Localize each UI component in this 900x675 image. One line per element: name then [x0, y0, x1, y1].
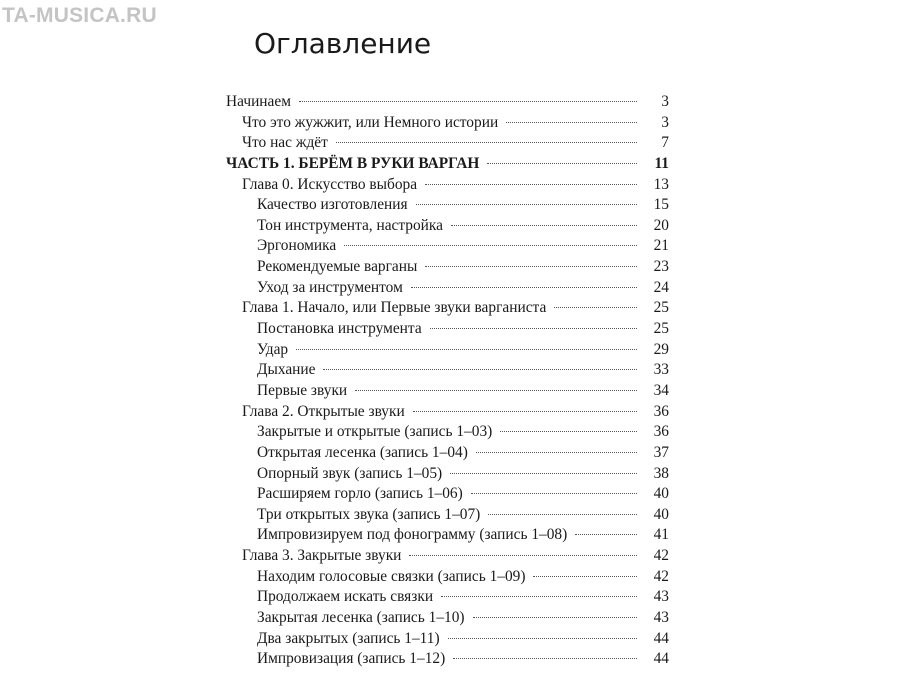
- toc-page-number: 15: [653, 196, 669, 214]
- dot-leader: [336, 142, 637, 143]
- dot-leader: [487, 163, 637, 164]
- dot-leader: [323, 369, 637, 370]
- toc-page-number: 3: [661, 113, 669, 131]
- dot-leader: [450, 473, 637, 474]
- toc-page-number: 38: [653, 464, 669, 482]
- toc-entry-title: Импровизируем под фонограмму (запись 1–08): [257, 526, 568, 544]
- toc-entry-title: Эргономика: [257, 237, 337, 255]
- toc-entry[interactable]: [226, 360, 669, 381]
- dot-leader: [471, 493, 637, 494]
- toc-page-number: 25: [653, 320, 669, 338]
- toc-entry-title: Удар: [257, 340, 289, 358]
- toc-page-number: 29: [653, 340, 669, 358]
- toc-entry-title: Два закрытых (запись 1–11): [257, 629, 440, 647]
- dot-leader: [500, 431, 637, 432]
- toc-entry[interactable]: [226, 422, 669, 443]
- toc-entry-title: Продолжаем искать связки: [257, 588, 434, 606]
- toc-page-number: 23: [653, 258, 669, 276]
- toc-page-number: 42: [653, 567, 669, 585]
- toc-entry-title: Тон инструмента, настройка: [257, 216, 443, 234]
- toc-page-number: 43: [653, 609, 669, 627]
- site-watermark: TA-MUSICA.RU: [2, 4, 157, 27]
- toc-page-number: 24: [653, 278, 669, 296]
- table-of-contents: [226, 92, 669, 670]
- toc-entry-title: Первые звуки: [257, 381, 348, 399]
- toc-entry-title: Закрытые и открытые (запись 1–03): [257, 423, 493, 441]
- toc-entry-title: Глава 2. Открытые звуки: [242, 402, 405, 420]
- dot-leader: [448, 638, 637, 639]
- toc-page-number: 3: [661, 93, 669, 110]
- toc-entry-title: Опорный звук (запись 1–05): [257, 464, 443, 482]
- toc-page-number: 33: [653, 361, 669, 379]
- toc-entry[interactable]: [226, 546, 669, 567]
- dot-leader: [409, 555, 637, 556]
- toc-page-number: 34: [653, 381, 669, 399]
- toc-entry[interactable]: [226, 649, 669, 670]
- toc-entry[interactable]: [226, 278, 669, 299]
- toc-entry[interactable]: [226, 484, 669, 505]
- toc-entry[interactable]: [226, 608, 669, 629]
- toc-page-number: 42: [653, 547, 669, 565]
- toc-entry-title: Уход за инструментом: [257, 278, 403, 296]
- toc-entry[interactable]: [226, 298, 669, 319]
- toc-entry-title: Глава 1. Начало, или Первые звуки варганиста: [242, 299, 547, 317]
- toc-page-number: 11: [654, 154, 669, 172]
- toc-entry-title: Рекомендуемые варганы: [257, 258, 418, 276]
- toc-entry-title: Дыхание: [257, 361, 316, 379]
- dot-leader: [441, 596, 637, 597]
- dot-leader: [476, 452, 637, 453]
- toc-entry-title: Что нас ждёт: [242, 134, 328, 152]
- toc-entry-title: Глава 3. Закрытые звуки: [242, 547, 402, 565]
- toc-entry[interactable]: [226, 525, 669, 546]
- dot-leader: [344, 245, 637, 246]
- page-title: Оглавление: [254, 26, 432, 60]
- toc-entry[interactable]: [226, 443, 669, 464]
- dot-leader: [533, 576, 637, 577]
- toc-entry[interactable]: [226, 216, 669, 237]
- toc-entry-title: ЧАСТЬ 1. БЕРЁМ В РУКИ ВАРГАН: [226, 154, 480, 172]
- toc-entry[interactable]: [226, 195, 669, 216]
- toc-page-number: 13: [653, 175, 669, 193]
- dot-leader: [425, 184, 637, 185]
- dot-leader: [554, 307, 637, 308]
- toc-page-number: 44: [653, 650, 669, 668]
- toc-entry[interactable]: [226, 236, 669, 257]
- dot-leader: [296, 349, 637, 350]
- dot-leader: [430, 328, 637, 329]
- toc-entry[interactable]: [226, 629, 669, 650]
- dot-leader: [413, 411, 637, 412]
- toc-entry-title: Закрытая лесенка (запись 1–10): [257, 609, 465, 627]
- toc-page-number: 40: [653, 485, 669, 503]
- toc-entry-title: Расширяем горло (запись 1–06): [257, 485, 463, 503]
- toc-entry[interactable]: [226, 381, 669, 402]
- toc-entry[interactable]: [226, 113, 669, 134]
- dot-leader: [575, 534, 637, 535]
- toc-entry[interactable]: [226, 340, 669, 361]
- dot-leader: [506, 122, 637, 123]
- toc-entry[interactable]: [226, 505, 669, 526]
- toc-page-number: 36: [653, 423, 669, 441]
- toc-page-number: 21: [653, 237, 669, 255]
- dot-leader: [451, 225, 637, 226]
- dot-leader: [453, 658, 637, 659]
- toc-entry-title: Глава 0. Искусство выбора: [242, 175, 418, 193]
- toc-entry[interactable]: [226, 402, 669, 423]
- toc-entry[interactable]: [226, 319, 669, 340]
- toc-entry[interactable]: [226, 567, 669, 588]
- toc-page-number: 37: [653, 443, 669, 461]
- toc-page-number: 20: [653, 216, 669, 234]
- toc-page-number: 44: [653, 629, 669, 647]
- toc-entry[interactable]: [226, 464, 669, 485]
- toc-entry-title: Начинаем: [226, 93, 291, 110]
- toc-page-number: 41: [653, 526, 669, 544]
- toc-entry[interactable]: [226, 92, 669, 113]
- toc-entry-title: Три открытых звука (запись 1–07): [257, 505, 481, 523]
- dot-leader: [473, 617, 637, 618]
- toc-entry[interactable]: [226, 133, 669, 154]
- toc-entry[interactable]: [226, 175, 669, 196]
- dot-leader: [425, 266, 637, 267]
- dot-leader: [411, 287, 637, 288]
- dot-leader: [416, 204, 637, 205]
- toc-page-number: 25: [653, 299, 669, 317]
- toc-entry-title: Что это жужжит, или Немного истории: [242, 113, 499, 131]
- toc-page-number: 43: [653, 588, 669, 606]
- toc-part-heading[interactable]: [226, 154, 669, 175]
- toc-entry[interactable]: [226, 587, 669, 608]
- toc-page-number: 36: [653, 402, 669, 420]
- toc-entry-title: Находим голосовые связки (запись 1–09): [257, 567, 526, 585]
- dot-leader: [488, 514, 637, 515]
- toc-entry[interactable]: [226, 257, 669, 278]
- toc-entry-title: Импровизация (запись 1–12): [257, 650, 446, 668]
- dot-leader: [355, 390, 637, 391]
- toc-page-number: 7: [661, 134, 669, 152]
- toc-page-number: 40: [653, 505, 669, 523]
- toc-entry-title: Открытая лесенка (запись 1–04): [257, 443, 468, 461]
- dot-leader: [299, 101, 637, 102]
- toc-entry-title: Постановка инструмента: [257, 320, 422, 338]
- toc-entry-title: Качество изготовления: [257, 196, 408, 214]
